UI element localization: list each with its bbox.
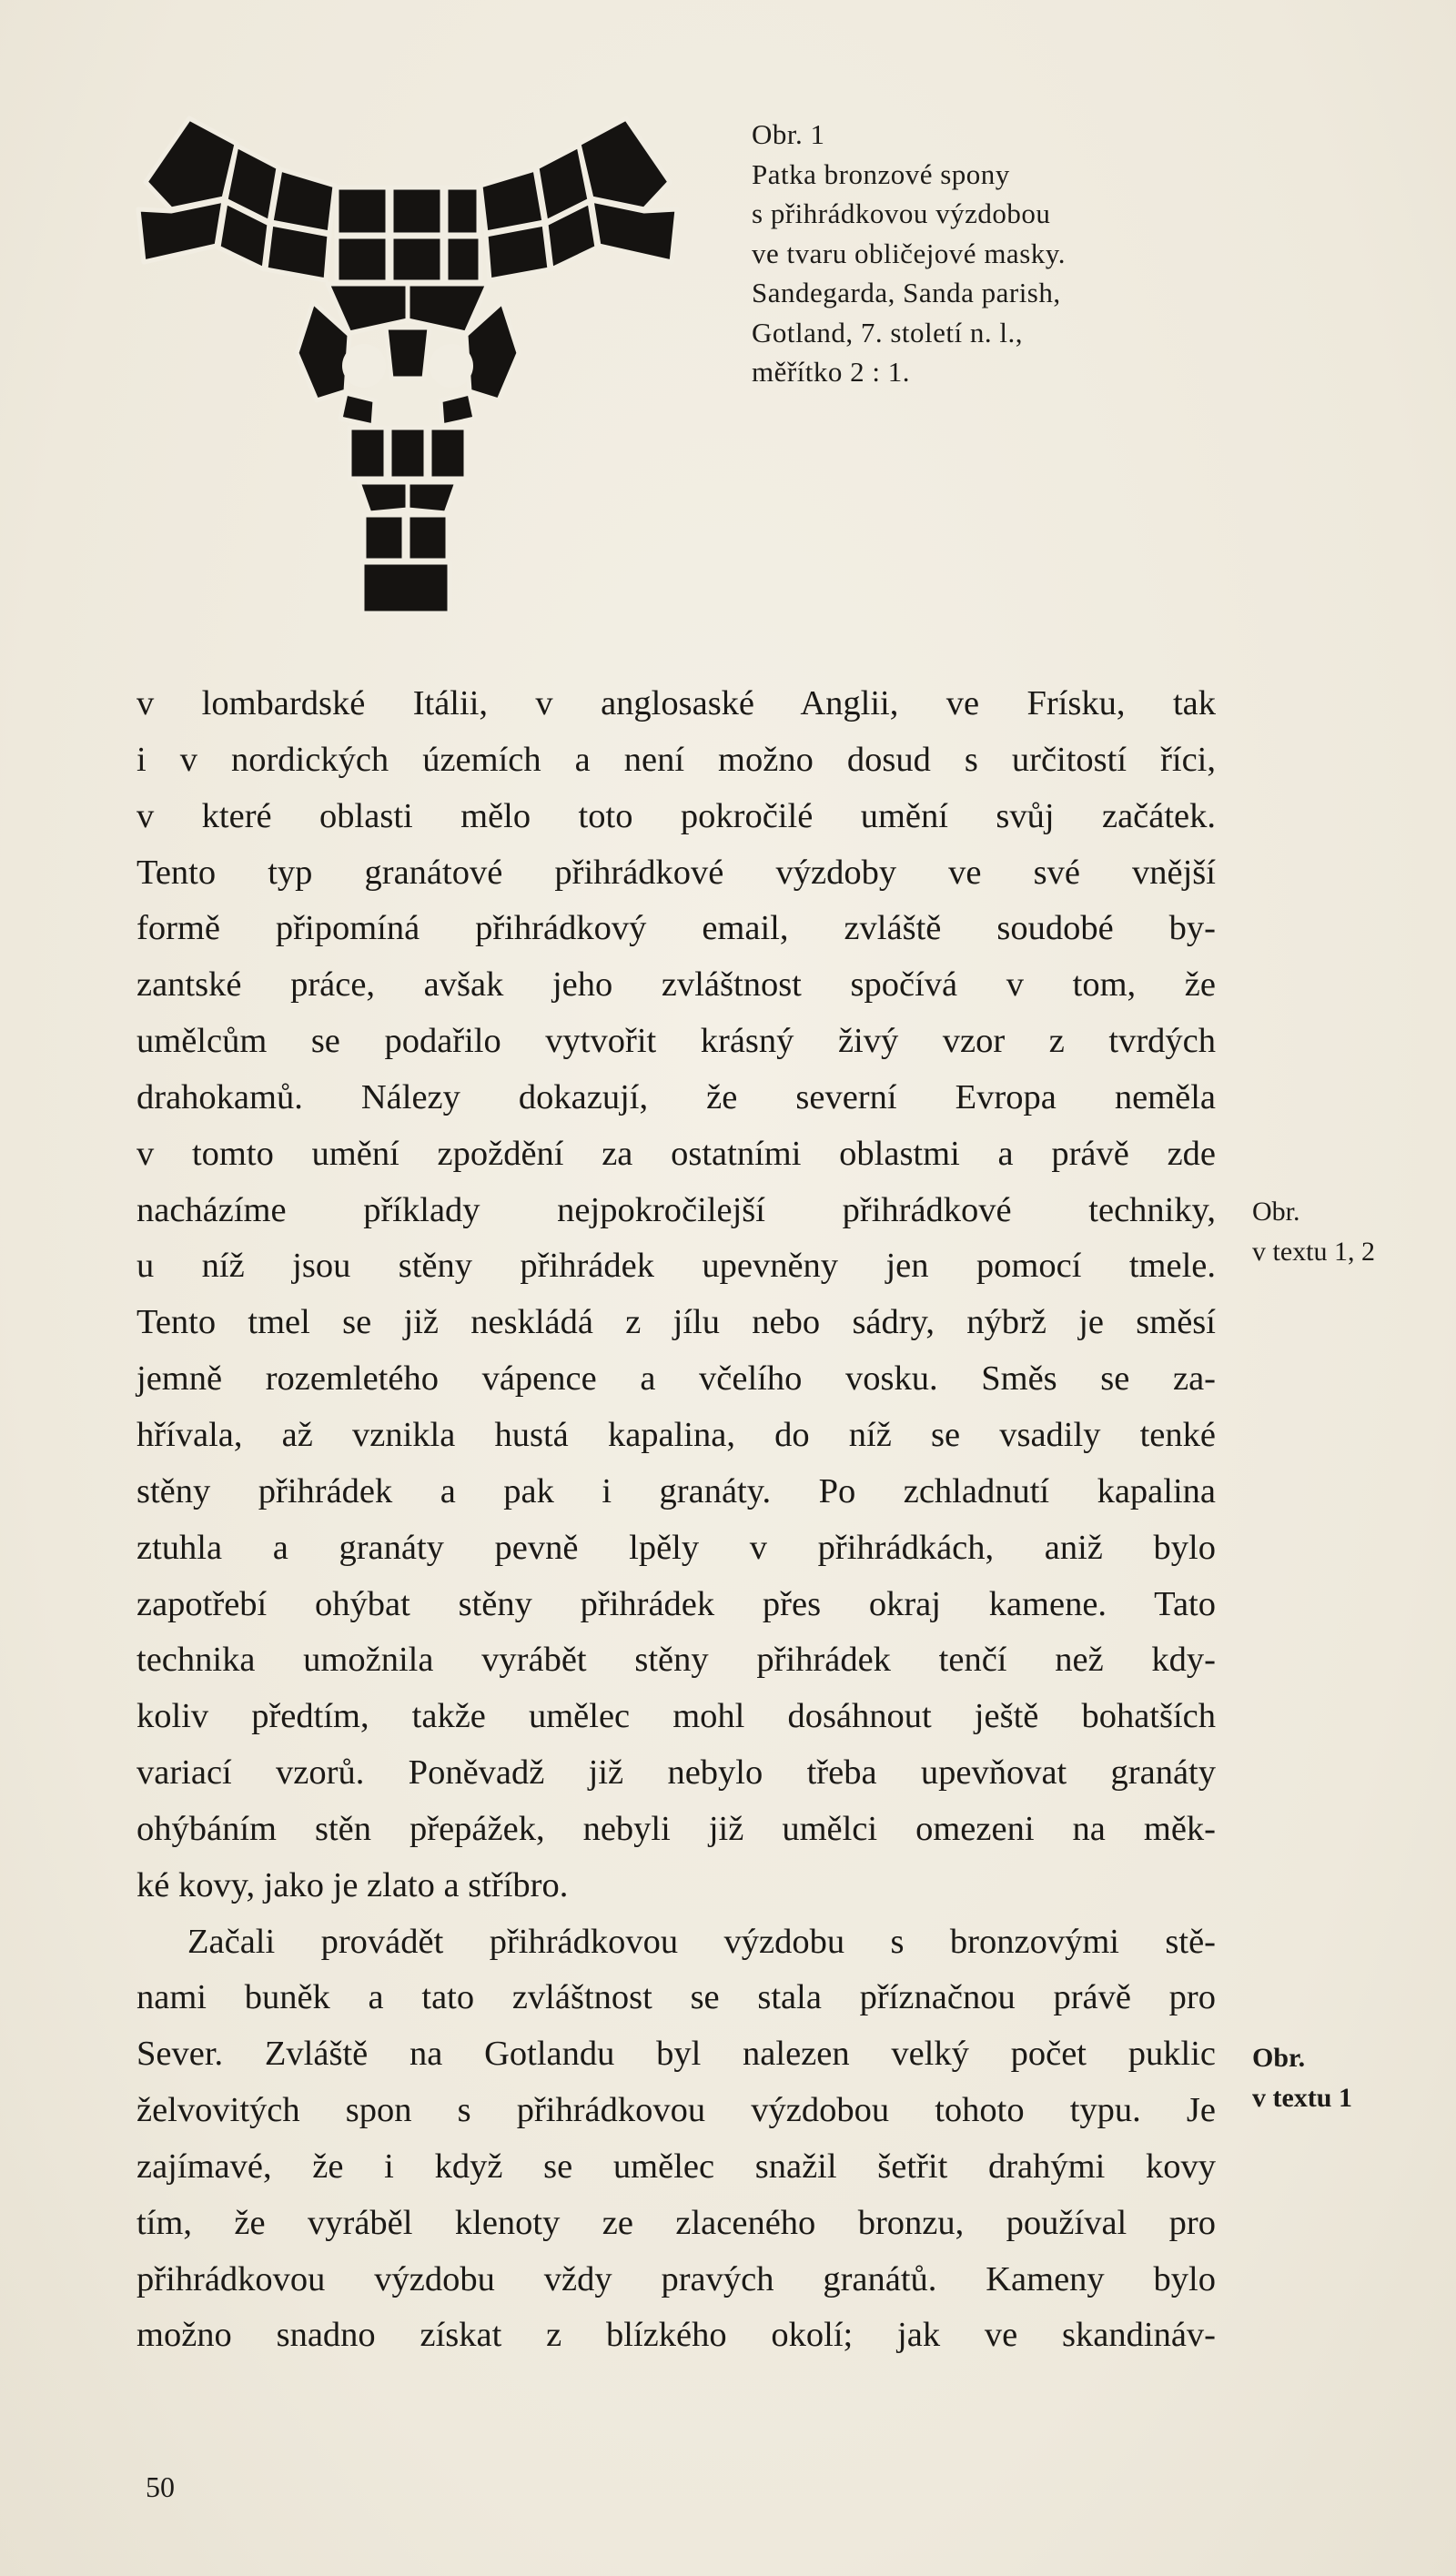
caption-line: Sandegarda, Sanda parish,	[752, 277, 1061, 308]
text-line: i v nordických územích a není možno dosud s určitostí říci,	[136, 740, 1216, 779]
body-text	[136, 676, 1216, 2364]
text-line: Začali provádět přihrádkovou výzdobu s bronzovými stě-	[187, 1922, 1216, 1961]
text-line: ké kovy, jako je zlato a stříbro.	[136, 1865, 569, 1904]
cell-mouth-3	[430, 428, 466, 479]
cell-neck-1	[364, 515, 404, 561]
cell-top-3	[446, 187, 479, 235]
cell-foot	[362, 562, 450, 613]
text-line: zapotřebí ohýbat stěny přihrádek přes okraj kamene. Tato	[136, 1584, 1216, 1623]
fibula-mask-illustration	[135, 109, 681, 619]
cell-top-5	[391, 237, 442, 282]
cell-right-horn-tip	[579, 118, 670, 209]
text-line: želvovitých spon s přihrádkovou výzdobou tohoto typu. Je	[136, 2091, 1216, 2130]
eye-hole-right	[430, 344, 473, 388]
text-line: Tento tmel se již neskládá z jílu nebo sádry, nýbrž je směsí	[136, 1303, 1216, 1342]
text-line: nami buněk a tato zvláštnost se stala příznačnou právě pro	[136, 1978, 1216, 2017]
text-line: formě připomíná přihrádkový email, zvláště soudobé by-	[136, 909, 1216, 948]
text-line: ztuhla a granáty pevně lpěly v přihrádkách, aniž bylo	[136, 1528, 1216, 1567]
caption-line: Patka bronzové spony	[752, 157, 1010, 190]
text-line: jemně rozemletého vápence a včelího vosku. Směs se za-	[136, 1359, 1216, 1399]
cell-top-6	[446, 237, 480, 282]
cell-right-horn-2	[592, 200, 677, 262]
page-number: 50	[146, 2470, 175, 2503]
text-line: drahokamů. Nálezy dokazují, že severní Evropa neměla	[136, 1077, 1216, 1116]
text-line: v tomto umění zpoždění za ostatními oblastmi a právě zde	[136, 1134, 1216, 1173]
text-line: v které oblasti mělo toto pokročilé umění svůj začátek.	[136, 796, 1216, 835]
cell-left-horn-6	[266, 224, 329, 280]
caption-line: měřítko 2 : 1.	[752, 356, 911, 388]
margin-note-figure-ref	[1252, 1192, 1375, 1272]
text-line: zantské práce, avšak jeho zvláštnost spočívá v tom, že	[136, 965, 1216, 1005]
caption-line: s přihrádkovou výzdobou	[752, 197, 1051, 229]
cell-left-horn-2	[138, 200, 224, 262]
cell-top-1	[337, 187, 388, 235]
caption-line: Obr. 1	[752, 118, 825, 150]
cell-top-4	[337, 237, 388, 282]
cell-neck-2	[408, 515, 448, 561]
text-line: možno snadno získat z blízkého okolí; jak ve skandináv-	[136, 2316, 1216, 2355]
cell-top-2	[391, 187, 442, 235]
margin-note-ref: v textu 1, 2	[1252, 1237, 1375, 1267]
text-line: zajímavé, že i když se umělec snažil šetřit drahými kovy	[136, 2147, 1216, 2186]
text-line: v lombardské Itálii, v anglosaské Anglii, ve Frísku, tak	[136, 684, 1216, 722]
text-line: tím, že vyráběl klenoty ze zlaceného bronzu, používal pro	[136, 2203, 1216, 2242]
text-line: umělcům se podařilo vytvořit krásný živý vzor z tvrdých	[136, 1022, 1216, 1061]
text-line: koliv předtím, takže umělec mohl dosáhnout ještě bohatších	[136, 1697, 1216, 1736]
text-line: stěny přihrádek a pak i granáty. Po zchladnutí kapalina	[136, 1471, 1216, 1510]
caption-line: ve tvaru obličejové masky.	[752, 237, 1066, 269]
cell-mouth-2	[389, 428, 426, 479]
eye-hole-left	[342, 344, 386, 388]
text-line: nacházíme příklady nejpokročilejší přihrádkové techniky,	[136, 1190, 1216, 1229]
text-line: variací vzorů. Poněvadž již nebylo třeba upevňovat granáty	[136, 1753, 1216, 1793]
figure-caption	[752, 115, 1225, 392]
cell-under-eye-left	[340, 393, 375, 426]
text-line: přihrádkovou výzdobu vždy pravých granátů. Kameny bylo	[136, 2259, 1216, 2298]
cell-mouth-1	[349, 428, 386, 479]
cell-chin-right	[408, 482, 457, 513]
text-line: ohýbáním stěn přepážek, nebyli již umělci omezeni na měk-	[136, 1809, 1216, 1848]
cell-nose	[386, 328, 430, 379]
margin-note-label: Obr.	[1252, 1197, 1300, 1227]
cell-left-horn-tip	[146, 118, 237, 209]
caption-line: Gotland, 7. století n. l.,	[752, 316, 1024, 349]
margin-note-label: Obr.	[1252, 2043, 1306, 2073]
text-line: Tento typ granátové přihrádkové výzdoby ve své vnější	[136, 853, 1216, 892]
text-line: Sever. Zvláště na Gotlandu byl nalezen velký počet puklic	[136, 2035, 1216, 2074]
text-line: u níž jsou stěny přihrádek upevněny jen pomocí tmele.	[136, 1247, 1216, 1286]
margin-note-figure-ref	[1252, 2038, 1352, 2118]
cell-under-eye-right	[440, 393, 475, 426]
margin-note-ref: v textu 1	[1252, 2083, 1352, 2113]
text-line: technika umožnila vyrábět stěny přihrádek tenčí než kdy-	[136, 1641, 1216, 1680]
text-line: hřívala, až vznikla hustá kapalina, do níž se vsadily tenké	[136, 1415, 1216, 1454]
cell-chin-left	[359, 482, 408, 513]
cell-right-horn-6	[486, 224, 550, 280]
